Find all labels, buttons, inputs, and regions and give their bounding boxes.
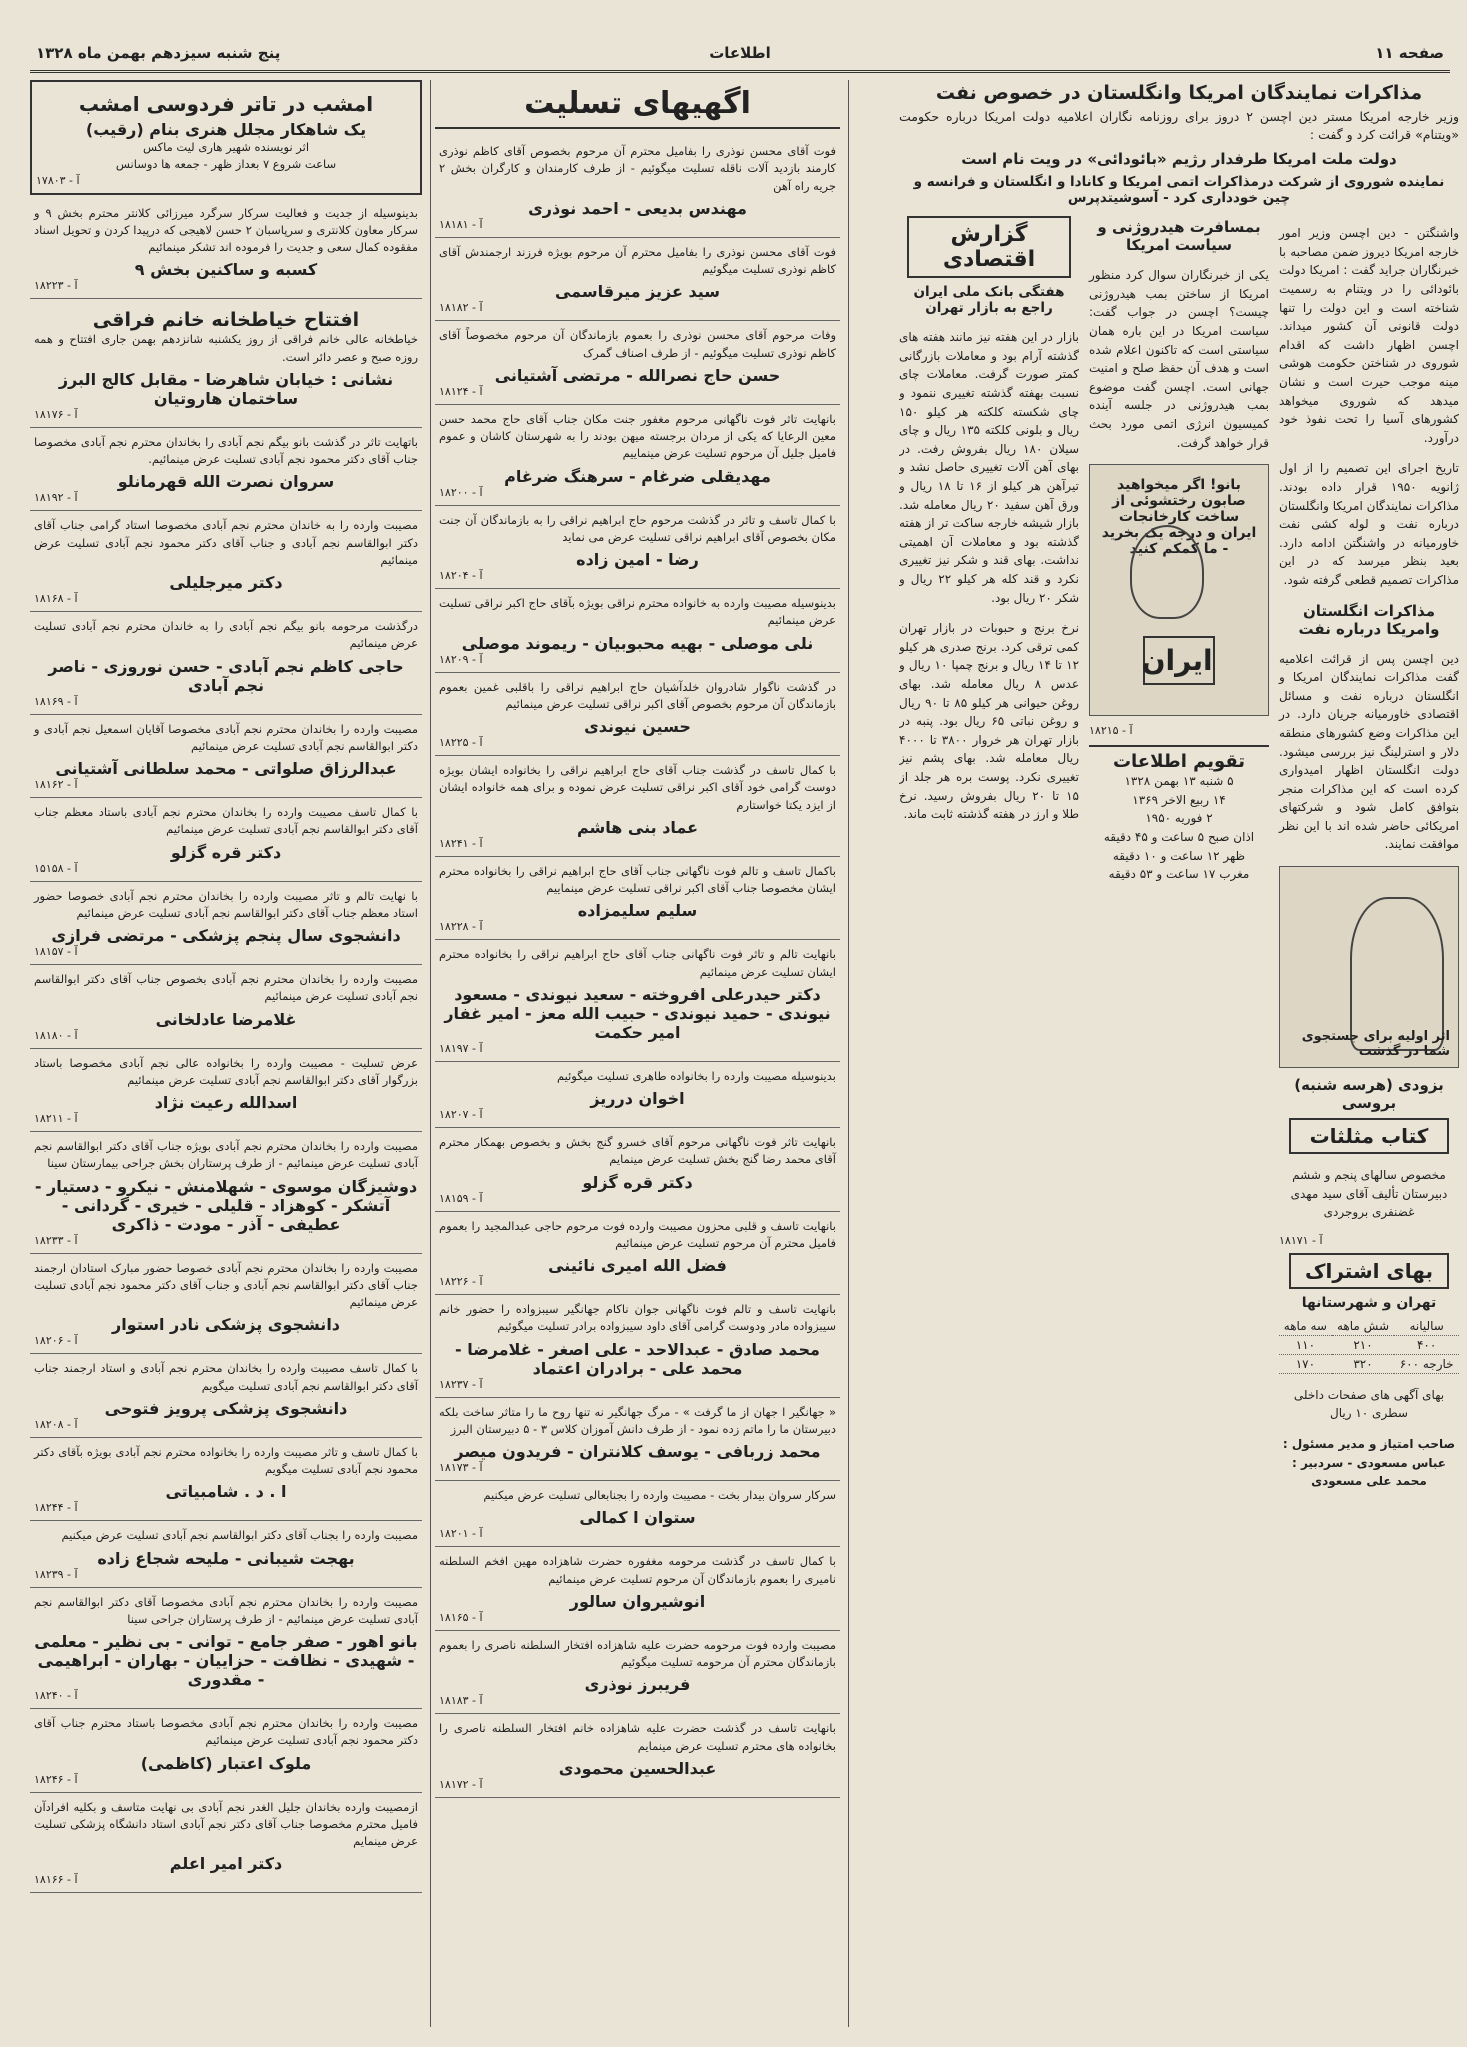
condolence-ad bbox=[435, 857, 840, 941]
ad-text: باکمال تاسف و تالم فوت ناگهانی جناب آقای حاج ابراهیم نراقی را بخانواده محترم ایشان مخصوصا جناب آقای اکبر نراقی تسلیت عرض مینماییم bbox=[439, 863, 836, 895]
ad-text: مصیبت وارده را به خاندان محترم نجم آبادی مخصوصا استاد گرامی جناب آقای دکتر ابوالقاسم نجم آبادی و جناب آقای دکتر محمود نجم آبادی تسلیت عرض مینمائیم bbox=[34, 518, 418, 567]
calendar-line: ۵ شنبه ۱۳ بهمن ۱۳۲۸ bbox=[1124, 774, 1234, 789]
ad-code: آ - ۱۸۱۸۲ bbox=[439, 301, 483, 315]
ad-code: آ - ۱۸۱۹۲ bbox=[34, 491, 78, 505]
tailor-ad bbox=[30, 299, 422, 428]
ads-column bbox=[30, 80, 422, 2027]
ad-text: عرض تسلیت - مصیبت وارده را بخانواده عالی نجم آبادی مخصوصا باستاد بزرگوار آقای دکتر ابوالقاسم نجم آبادی تسلیت عرض مینمائیم bbox=[34, 1055, 418, 1087]
hbomb-title: بمسافرت هیدروژنی و سیاست امریکا bbox=[1097, 218, 1261, 255]
ad-text: مصیبت وارده را بجناب آقای دکتر ابوالقاسم نجم آبادی تسلیت عرض میکنیم bbox=[61, 1528, 418, 1543]
ad-signature: دکتر حیدرعلی افروخته - سعید نیوندی - مسعود نیوندی - حمید نیوندی - حبیب الله معز - امیر غفار امیر حکمت bbox=[444, 984, 831, 1042]
ad-text: سرکار سروان بیدار بخت - مصیبت وارده را بجنابعالی تسلیت عرض میکنیم bbox=[483, 1488, 836, 1502]
theater-ad-line: اثر نویسنده شهیر هاری لیت ماکس bbox=[142, 140, 310, 154]
ad-signature: حاجی کاظم نجم آبادی - حسن نوروزی - ناصر نجم آبادی bbox=[48, 656, 404, 695]
ad-code: آ - ۱۸۱۵۹ bbox=[439, 1191, 483, 1205]
ad-rate-note: بهای آگهی های صفحات داخلی سطری ۱۰ ریال bbox=[1293, 1387, 1445, 1421]
calendar-title: تقویم اطلاعات bbox=[1112, 751, 1246, 773]
ad-text: مصیبت وارده را بخاندان محترم نجم آبادی بخصوص جناب آقای دکتر ابوالقاسم نجم آبادی تسلیت عرض مینمائیم bbox=[34, 972, 418, 1004]
ad-signature: مهندس بدیعی - احمد نوذری bbox=[528, 198, 747, 218]
condolence-ad bbox=[435, 940, 840, 1062]
play-notice: بزودی (هرسه شنبه) بروسی bbox=[1294, 1076, 1444, 1113]
ad-code: آ - ۱۸۲۱۱ bbox=[34, 1112, 78, 1125]
ad-code: آ - ۱۸۲۰۷ bbox=[439, 1108, 483, 1121]
ad-text: با کمال تاسف مصیبت وارده را بخاندان محترم نجم آبادی و استاد ارجمند جناب آقای دکتر ابوالقاسم نجم آبادی تسلیت میگویم bbox=[34, 1361, 418, 1393]
calendar-line: ۱۴ ربیع الاخر ۱۳۶۹ bbox=[1132, 792, 1226, 807]
ad-code: آ - ۱۸۲۰۹ bbox=[439, 652, 483, 666]
condolence-ad bbox=[30, 1793, 422, 1894]
condolence-ad bbox=[30, 1709, 422, 1793]
condolence-ad bbox=[435, 756, 840, 857]
subheadline-2: نماینده شوروی از شرکت درمذاکرات اتمی امریکا و کانادا و انگلستان و فرانسه و چین خودداری کرد - آسوشیتدپرس bbox=[913, 174, 1445, 207]
ad-text: بدینوسیله مصیبت وارده به خانواده محترم نراقی بویژه بآقای حاج اکبر نراقی تسلیت عرض مینمائیم bbox=[439, 596, 836, 628]
ad-code: آ - ۱۸۱۶۸ bbox=[34, 592, 78, 605]
condolence-ad bbox=[30, 1254, 422, 1355]
ad-signature: حسین نیوندی bbox=[584, 717, 691, 736]
condolence-ad bbox=[30, 882, 422, 966]
news-subcol-right bbox=[1279, 212, 1459, 1503]
ad-signature: حسن حاج نصرالله - مرتضی آشتیانی bbox=[494, 365, 781, 385]
condolence-ad bbox=[435, 137, 840, 238]
condolence-ad bbox=[435, 506, 840, 590]
ad-signature: فریبرز نوذری bbox=[584, 1675, 691, 1695]
ad-text: بدینوسیله مصیبت وارده را بخانواده طاهری تسلیت میگوئیم bbox=[556, 1068, 836, 1083]
condolence-ad bbox=[435, 1714, 840, 1798]
book-ad-code: آ - ۱۸۱۷۱ bbox=[1279, 1233, 1323, 1247]
table-cell: ۳۲۰ bbox=[1332, 1354, 1395, 1373]
ad-signature: عبدالرزاق صلواتی - محمد سلطانی آشتیانی bbox=[55, 759, 397, 778]
ad-signature: دانشجوی پزشکی نادر استوار bbox=[111, 1315, 341, 1335]
news-body-left: تاریخ اجرای این تصمیم را از اول ژانویه ۱۹۵۰ قرار داده بودند. مذاکرات نمایندگان امریکا وانگلستان درباره نفت و لوله کشی نفت خاورمیانه در واشنگتن ادامه دارد. بعید بنظر میرسد که در این مذاکرات تصمیم قطعی گرفته شود. bbox=[1279, 461, 1459, 587]
ad-code: آ - ۱۸۲۰۴ bbox=[439, 569, 483, 582]
econ-subcol bbox=[899, 212, 1079, 1503]
table-cell: ۴۰۰ bbox=[1394, 1335, 1459, 1354]
ad-text: فوت آقای محسن نوذری را بفامیل محترم آن مرحوم بویژه فرزند ارجمندش آقای کاظم نوذری تسلیت میگوئیم bbox=[439, 244, 836, 276]
page-number: صفحه ۱۱ bbox=[1375, 44, 1444, 62]
table-cell: ۲۱۰ bbox=[1332, 1335, 1395, 1354]
news-body-right: واشنگتن - دین اچسن وزیر امور خارجه امریکا دیروز ضمن مصاحبه با خبرنگاران جراید گفت : امریکا دولت بائودائی را در ویتنام به رسمیت شناخته است و این دولت را تنها دولت قانونی آن کشور میداند. اچسن اظهار داشت که اقدام شوروی در شناختن حکومت هوشی مینه موجب حیرت است و نشان میدهد که شوروی میخواهد کشورهای آسیا را تحت نفوذ خود درآورد. bbox=[1279, 226, 1459, 445]
ad-signature: ا . د . شامبیاتی bbox=[165, 1482, 287, 1502]
thanks-ad-code: آ - ۱۸۲۲۳ bbox=[34, 279, 78, 293]
ad-signature: ملوک اعتبار (کاظمی) bbox=[140, 1753, 312, 1773]
ad-text: « جهانگیر ا جهان از ما گرفت » - مرگ جهانگیر نه تنها روح ما را متاثر ساخت بلکه دبیرستان ما را ماتم زده نمود - از طرف دانش آموزان کلاس ۳ - ۵ دبیرستان البرز bbox=[439, 1404, 836, 1436]
soap-brand: ایران bbox=[1143, 636, 1214, 685]
condolence-ad bbox=[30, 1438, 422, 1522]
table-row bbox=[1279, 1335, 1459, 1354]
ad-code: آ - ۱۸۲۰۰ bbox=[439, 485, 483, 499]
ad-text: با کمال تاسف و تاثر در گذشت مرحوم حاج ابراهیم نراقی را به بازماندگان آن جنت مکان بخصوص آقای ابراهیم نراقی تسلیت عرض می نماید bbox=[439, 512, 836, 544]
ad-code: آ - ۱۸۲۴۱ bbox=[439, 836, 483, 850]
table-cell: سالیانه bbox=[1394, 1317, 1459, 1336]
ad-signature: عبدالحسین محمودی bbox=[558, 1758, 717, 1778]
ad-code: آ - ۱۸۲۰۸ bbox=[34, 1417, 78, 1431]
ad-signature: اخوان درریز bbox=[590, 1089, 685, 1108]
ad-code: آ - ۱۸۲۳۹ bbox=[34, 1567, 78, 1581]
calendar-line: ۲ فوریه ۱۹۵۰ bbox=[1145, 811, 1213, 826]
ad-code: آ - ۱۸۱۵۷ bbox=[34, 945, 78, 958]
table-row bbox=[1279, 1354, 1459, 1373]
ad-text: ازمصیبت وارده بخاندان جلیل الغدر نجم آبادی بی نهایت متاسف و بکلیه افرادآن فامیل محترم مخصوصا جناب آقای دکتر نجم آبادی استاد دانشگاه پزشکی تسلیت عرض مینمایم bbox=[34, 1799, 418, 1848]
ad-signature: بانو اهور - صفر جامع - توانی - بی نظیر - معلمی - شهیدی - نظافت - حزاییان - بهاران - ابراهیمی - مقدوری bbox=[34, 1632, 418, 1689]
col1-condolence-ads bbox=[30, 428, 422, 1894]
condolence-ad bbox=[30, 1588, 422, 1710]
ad-text: با کمال تاسف و تاثر مصیبت وارده را بخانواده محترم نجم آبادی بویژه بآقای دکتر محمود نجم آبادی تسلیت میگویم bbox=[34, 1444, 418, 1476]
thanks-ad-signature: کسبه و ساکنین بخش ۹ bbox=[134, 260, 318, 280]
figure-illustration-icon bbox=[1350, 897, 1444, 1051]
subscription-subtitle: تهران و شهرستانها bbox=[1301, 1294, 1437, 1311]
calendar-line: اذان صبح ۵ ساعت و ۴۵ دقیقه bbox=[1103, 829, 1255, 844]
condolence-ad bbox=[435, 1631, 840, 1715]
soap-ad bbox=[1089, 464, 1269, 716]
ad-signature: عماد بنی هاشم bbox=[576, 817, 699, 837]
owner-line: صاحب امتیاز و مدیر مسئول : عباس مسعودی - سردبیر : محمد علی مسعودی bbox=[1282, 1437, 1456, 1489]
ad-code: آ - ۱۸۲۰۶ bbox=[34, 1334, 78, 1348]
thanks-ad bbox=[30, 199, 422, 300]
page-header bbox=[30, 40, 1450, 73]
theater-ad-title: یک شاهکار مجلل هنری بنام (رقیب) bbox=[85, 120, 367, 139]
ad-signature: مهدیقلی ضرغام - سرهنگ ضرغام bbox=[504, 466, 771, 486]
ad-code: آ - ۱۸۱۲۴ bbox=[439, 384, 483, 398]
ad-code: آ - ۱۸۲۲۵ bbox=[439, 736, 483, 749]
ad-signature: بهجت شیبانی - ملیحه شجاع زاده bbox=[97, 1548, 355, 1568]
ad-text: بانهایت تاسف و تالم فوت ناگهانی جوان ناکام جهانگیر سیبزواده را حضور خانم سیبزواده مادر ودوست گرامی آقای داود سیبزواده برادر تسلیت میگوئیم bbox=[439, 1302, 836, 1334]
ad-signature: فضل الله امیری نائینی bbox=[548, 1256, 727, 1275]
ad-signature: انوشیروان سالور bbox=[569, 1591, 706, 1611]
ad-code: آ - ۱۸۲۲۶ bbox=[439, 1275, 483, 1288]
calendar-line: مغرب ۱۷ ساعت و ۵۳ دقیقه bbox=[1108, 867, 1250, 882]
ad-text: بانهایت تاثر فوت ناگهانی مرحوم مغفور جنت مکان جناب آقای حاج محمد حسن معین الرعایا که یکی از مردان برجسته میهن بودند را به شهرستان کاشان و عموم فامیل جلیل آن مرحوم تسلیت عرض مینماییم bbox=[439, 411, 836, 461]
condolence-ad bbox=[30, 715, 422, 799]
ad-signature: دکتر میرجلیلی bbox=[169, 573, 283, 592]
condolence-ad bbox=[30, 1049, 422, 1133]
condolence-ad bbox=[30, 1132, 422, 1254]
econ-title: گزارش اقتصادی bbox=[907, 216, 1071, 278]
ad-signature: دانشجوی سال پنجم پزشکی - مرتضی فرازی bbox=[51, 926, 401, 945]
ad-text: مصیبت وارده را بخاندان محترم نجم آبادی خصوصا حضور مبارک استادان ارجمند جناب آقای دکتر ابوالقاسم نجم آبادی و جناب آقای دکتر محمود نجم آبادی تسلیت عرض مینمائیم bbox=[34, 1260, 418, 1309]
ad-text: بانهایت تاثر فوت ناگهانی مرحوم آقای خسرو گنج بخش و بخصوص بهمکار محترم آقای محمد رضا گنج بخش تسلیت عرض مینمایم bbox=[439, 1135, 836, 1167]
ad-text: با کمال تاسف در گذشت جناب آقای حاج ابراهیم نراقی را بخانواده ایشان بویژه دوست گرامی خود آقای اکبر نراقی تسلیت عرض نموده و برای همه خانواده ایشان از ایزد یکتا خواستارم bbox=[439, 763, 836, 812]
ad-text: مصیبت وارده را بخاندان محترم نجم آبادی مخصوصا باستاد محترم جناب آقای دکتر محمود نجم آبادی تسلیت عرض مینمائیم bbox=[34, 1716, 418, 1748]
theater-ad-head: امشب در تاتر فردوسی امشب bbox=[78, 92, 374, 116]
ad-text: با کمال تاسف در گذشت مرحومه مغفوره حضرت شاهزاده مهین افخم السلطنه نامیری را بعموم بازماندگان آن مرحوم تسلیت عرض مینمائیم bbox=[439, 1554, 836, 1586]
subscription-title: بهای اشتراک bbox=[1289, 1253, 1449, 1289]
newspaper-name: اطلاعات bbox=[709, 44, 771, 62]
ad-text: بانهایت تاسف در گذشت حضرت علیه شاهزاده خانم افتخار السلطنه ناصری را بخانواده های محترم تسلیت عرض مینمایم bbox=[439, 1721, 836, 1753]
ad-code: آ - ۱۸۲۳۷ bbox=[439, 1377, 483, 1391]
ad-code: آ - ۱۸۱۸۰ bbox=[34, 1028, 78, 1042]
condolence-ad bbox=[435, 1481, 840, 1547]
condolence-column bbox=[435, 80, 840, 2027]
ad-signature: سلیم سلیمزاده bbox=[577, 901, 698, 921]
ad-text: وفات مرحوم آقای محسن نوذری را بعموم بازماندگان آن مرحوم مخصوصاً آقای کاظم نوذری تسلیت میگوئیم - از طرف اصناف گمرک bbox=[439, 328, 836, 360]
ad-text: بانهایت تالم و تاثر فوت ناگهانی جناب آقای حاج ابراهیم نراقی را بخانواده محترم ایشان تسلیت عرض مینمائیم bbox=[439, 947, 836, 979]
ad-signature: سید عزیز میرقاسمی bbox=[554, 282, 720, 302]
calendar-line: ظهر ۱۲ ساعت و ۱۰ دقیقه bbox=[1112, 848, 1246, 863]
condolence-ad bbox=[435, 1062, 840, 1128]
ad-text: درگذشت مرحومه بانو بیگم نجم آبادی را به خاندان محترم نجم آبادی تسلیت عرض مینمائیم bbox=[34, 619, 418, 651]
news-subcol-mid bbox=[1089, 212, 1269, 1503]
ad-text: مصیبت وارده فوت مرحومه حضرت علیه شاهزاده افتخار السلطنه ناصری را بعموم بازماندگان محترم آن مرحومه تسلیت میگوئیم bbox=[439, 1637, 836, 1669]
ad-signature: دانشجوی پزشکی پرویز فتوحی bbox=[104, 1398, 348, 1418]
table-cell: شش ماهه bbox=[1332, 1317, 1395, 1336]
condolence-ad bbox=[30, 1354, 422, 1438]
ad-signature: دوشیزگان موسوی - شهلامنش - نیکرو - دستیار - آتشکر - کوهزاد - قلیلی - خیری - گردانی - عطیفی - آذر - مودت - ذاکری bbox=[34, 1176, 418, 1234]
ad-signature: اسدالله رعیت نژاد bbox=[154, 1093, 298, 1112]
econ-subtitle: هفتگی بانک ملی ایران راجع به بازار تهران bbox=[913, 284, 1065, 317]
ad-signature: غلامرضا عادلخانی bbox=[155, 1009, 297, 1029]
woman-illustration-icon bbox=[1130, 525, 1204, 619]
ad-code: آ - ۱۸۲۴۰ bbox=[34, 1689, 78, 1702]
ad-code: آ - ۱۸۲۰۱ bbox=[439, 1527, 483, 1541]
ad-signature: رضا - امین زاده bbox=[576, 550, 699, 569]
condolence-ads bbox=[435, 137, 840, 1798]
soap-ad-code: آ - ۱۸۲۱۵ bbox=[1089, 724, 1133, 738]
condolence-ad bbox=[435, 1547, 840, 1631]
ad-code: آ - ۱۸۲۳۳ bbox=[34, 1233, 78, 1247]
ad-text: بانهایت تاسف و قلبی محزون مصیبت وارده فوت مرحوم حاجی عبدالمجید را بعموم فامیل محترم آن مرحوم تسلیت عرض مینمائیم bbox=[439, 1218, 836, 1250]
calendar-box bbox=[1089, 745, 1269, 884]
theater-ad-code: آ - ۱۷۸۰۳ bbox=[36, 173, 80, 187]
table-cell: خارجه ۶۰۰ bbox=[1394, 1354, 1459, 1373]
ad-text: باتهایت تاثر در گذشت بانو بیگم نجم آبادی را بخاندان محترم نجم آبادی مخصوصا جناب آقای دکتر محمود نجم آبادی تسلیت عرض مینمائیم. bbox=[34, 434, 418, 466]
condolence-ad bbox=[435, 1128, 840, 1212]
ad-signature: ستوان ا کمالی bbox=[579, 1508, 696, 1528]
condolence-ad bbox=[435, 238, 840, 322]
ad-code: آ - ۱۸۱۹۷ bbox=[439, 1041, 483, 1055]
hbomb-body: یکی از خبرنگاران سوال کرد منظور امریکا از ساختن بمب هیدروژنی چیست؟ اچسن در جواب گفت: سیاست امریکا در این باره همان سیاستی است که تاکنون اعلام شده است و هدف آن حفظ صلح و امنیت جهانی است. اچسن گفت موضوع بمب هیدروژنی در جلسه آینده کمیسیون انرژی اتمی مورد بحث قرار خواهد گرفت. bbox=[1089, 268, 1269, 450]
lead-paragraph: وزیر خارجه امریکا مستر دین اچسن ۲ دروز برای روزنامه نگاران اعلامیه دولت امریکا درباره حکومت «ویتنام» قرائت کرد و گفت : bbox=[899, 109, 1459, 143]
econ-body: بازار در این هفته نیز مانند هفته های گذشته آرام بود و معاملات بازرگانی کمتر صورت گرفت. معاملات چای نسبت بهفته گذشته تغییری ننمود و چای شکسته کلکته هر کیلو ۱۵۰ ریال و بلونی کلکته ۱۳۵ ریال و چای سیلان ۱۸۰ ریال بفروش رفت. در بهای آهن آلات تغییری حاصل نشد و تیرآهن هر کیلو از ۱۶ تا ۱۸ ریال و ورق آهن سفید ۲۰ ریال معامله شد. بازار شیشه خارجه ساکت تر از هفته گذشته بود و معاملات آن اهمیتی نداشت. بهای قند و شکر نیز تغییری نکرد و قند کله هر کیلو ۲۲ ریال و شکر ۲۰ ریال بود. bbox=[899, 330, 1080, 605]
condolence-ad bbox=[30, 428, 422, 512]
ad-code: آ - ۱۸۱۸۱ bbox=[439, 217, 483, 231]
book-ad-text: مخصوص سالهای پنجم و ششم دبیرستان تألیف آقای سید مهدی غضنفری بروجردی bbox=[1290, 1168, 1448, 1220]
right-subhead: مذاکرات انگلستان وامریکا درباره نفت bbox=[1298, 601, 1440, 638]
table-cell: سه ماهه bbox=[1279, 1317, 1332, 1336]
ad-code: آ - ۱۸۱۶۹ bbox=[34, 694, 78, 708]
ad-text: با نهایت تالم و تاثر مصیبت وارده را بخاندان محترم نجم آبادی خصوصا حضور استاد معظم جناب آقای دکتر ابوالقاسم نجم آبادی تسلیت عرض مینمائیم bbox=[34, 888, 418, 920]
ad-text: با کمال تاسف مصیبت وارده را بخاندان محترم نجم آبادی باستاد معظم جناب آقای دکتر ابوالقاسم نجم آبادی تسلیت عرض مینمائیم bbox=[34, 805, 418, 837]
ad-text: مصیبت وارده را بخاندان محترم نجم آبادی مخصوصا آقای دکتر ابوالقاسم نجم آبادی تسلیت عرض مینمائیم - از طرف پرستاران جراحی سینا bbox=[34, 1594, 418, 1626]
tailor-ad-title: افتتاح خیاطخانه خانم فراقی bbox=[92, 309, 360, 332]
ad-signature: نلی موصلی - بهیه محبوبیان - ریموند موصلی bbox=[461, 633, 814, 653]
ad-code: آ - ۱۸۲۴۶ bbox=[34, 1772, 78, 1786]
column-divider bbox=[848, 80, 849, 2027]
ad-code: آ - ۱۸۱۶۶ bbox=[34, 1873, 78, 1887]
ad-text: فوت آقای محسن نوذری را بفامیل محترم آن مرحوم بخصوص آقای کاظم نوذری کارمند بازدید آلات ناقله تسلیت میگوئیم - از طرف کارمندان و کارگران بخش ۲ جریه راه آهن bbox=[439, 144, 836, 193]
ad-code: آ - ۱۸۱۷۳ bbox=[439, 1461, 483, 1474]
condolence-ad bbox=[435, 1398, 840, 1482]
ad-signature: سروان نصرت الله قهرمانلو bbox=[117, 472, 335, 492]
tailor-ad-text: خیاطخانه عالی خانم فراقی از روز یکشنبه شانزدهم بهمن جاری افتتاح و همه روزه صبح و عصر دائر است. bbox=[34, 332, 418, 364]
tailor-ad-address: نشانی : خیابان شاهرضا - مقابل کالج البرز ساختمان هاروتیان bbox=[58, 369, 394, 408]
table-cell: ۱۱۰ bbox=[1279, 1335, 1332, 1354]
condolence-ad bbox=[435, 1295, 840, 1398]
ad-text: مصیبت وارده را بخاندان محترم نجم آبادی مخصوصا آقایان اسمعیل نجم آبادی و دکتر ابوالقاسم نجم آبادی تسلیت عرض مینمائیم bbox=[34, 721, 418, 753]
ad-code: آ - ۱۸۲۴۴ bbox=[34, 1501, 78, 1515]
condolence-ad bbox=[30, 965, 422, 1049]
ad-signature: محمد زربافی - یوسف کلانتران - فریدون میصر bbox=[454, 1442, 821, 1461]
condolence-ad bbox=[30, 511, 422, 612]
main-headline: مذاکرات نمایندگان امریکا وانگلستان در خصوص نفت bbox=[935, 82, 1423, 104]
table-row bbox=[1279, 1317, 1459, 1336]
book-ad-title: کتاب مثلثات bbox=[1289, 1118, 1449, 1154]
news-subcolumns bbox=[899, 212, 1459, 1503]
condolence-ad bbox=[435, 321, 840, 405]
condolence-ad bbox=[435, 673, 840, 757]
thanks-ad-text: بدینوسیله از جدیت و فعالیت سرکار سرگرد میرزائی کلانتر محترم بخش ۹ و سرکار معاون کلانتری و سرپاسبان ۲ حسن لاهیجی که درپیدا کردن و تحویل اسناد مفقوده کمال سعی و جدیت را فرموده اند تشکر مینمائیم bbox=[34, 205, 418, 254]
condolence-ad bbox=[30, 798, 422, 882]
column-divider bbox=[430, 80, 431, 2027]
subheadline-1: دولت ملت امریکا طرفدار رژیم «بائودائی» در ویت نام است bbox=[961, 150, 1397, 169]
ad-code: آ - ۱۸۲۲۸ bbox=[439, 920, 483, 934]
ad-signature: محمد صادق - عبدالاحد - علی اصغر - غلامرضا - محمد علی - برادران اعتماد bbox=[455, 1339, 820, 1378]
condolence-title: اگهیهای تسلیت bbox=[435, 80, 840, 129]
condolence-ad bbox=[435, 1212, 840, 1296]
ad-text: مصیبت وارده را بخاندان محترم نجم آبادی بویژه جناب آقای دکتر ابوالقاسم نجم آبادی تسلیت عرض مینمائیم - از طرف پرستاران بخش جراحی بیمارستان سینا bbox=[34, 1139, 418, 1171]
subscription-table bbox=[1279, 1317, 1459, 1374]
ad-code: آ - ۱۸۱۶۵ bbox=[439, 1610, 483, 1624]
condolence-ad bbox=[435, 589, 840, 673]
news-column bbox=[899, 80, 1459, 2027]
soap-ad-text: بانو! اگر میخواهید صابون رختشوئی از ساخت کارخانجات ایران و درجه یک بخرید - ما کمکم کنید bbox=[1101, 477, 1257, 558]
condolence-ad bbox=[30, 1521, 422, 1587]
ad-signature: دکتر امیر اعلم bbox=[169, 1854, 283, 1874]
tailor-ad-code: آ - ۱۸۱۷۶ bbox=[34, 407, 78, 421]
theater-ad bbox=[30, 80, 422, 195]
ad-signature: دکتر قره گزلو bbox=[582, 1172, 693, 1192]
ad-code: آ - ۱۸۱۶۲ bbox=[34, 778, 78, 791]
econ-body-2: نرخ برنج و حبوبات در بازار تهران کمی ترقی کرد. برنج صدری هر کیلو ۱۲ تا ۱۴ ریال و برنج چمپا ۱۰ ریال و عدس ۸ ریال معامله شد. بهای روغن حیوانی هر کیلو ۸۵ تا ۹۰ ریال و روغن نباتی ۶۵ ریال بود. پنبه در بازار تهران هر خروار ۳۸۰۰ تا ۴۰۰۰ ریال معامله شد. بهای پشم نیز تغییری نکرد. پوست بره هر جلد از ۱۵ تا ۲۰ ریال بفروش رسید. نرخ طلا و ارز در هفته گذشته ثابت ماند. bbox=[899, 621, 1080, 822]
side-ads bbox=[1279, 1118, 1459, 1491]
condolence-ad bbox=[30, 612, 422, 715]
issue-date: پنج شنبه سیزدهم بهمن ماه ۱۳۲۸ bbox=[36, 44, 281, 62]
ad-text: در گذشت ناگوار شادروان خلدآشیان حاج ابراهیم نراقی را باقلبی غمین بعموم بازماندگان آن مرحوم بخصوص آقای اکبر نراقی تسلیت عرض مینمائیم bbox=[439, 679, 836, 711]
ad-code: آ - ۱۸۱۷۲ bbox=[439, 1777, 483, 1791]
condolence-ad bbox=[435, 405, 840, 506]
cartoon-caption: اثر اولیه برای جستجوی شما در گذشت bbox=[1301, 1029, 1450, 1060]
table-cell: ۱۷۰ bbox=[1279, 1354, 1332, 1373]
ad-code: آ - ۱۸۱۸۳ bbox=[439, 1694, 483, 1708]
cartoon-ad bbox=[1279, 866, 1459, 1068]
theater-ad-time: ساعت شروع ۷ بعداز ظهر - جمعه ها دوسانس bbox=[115, 157, 337, 172]
ad-code: آ - ۱۵۱۵۸ bbox=[34, 861, 78, 875]
ad-signature: دکتر قره گزلو bbox=[170, 842, 282, 862]
right-body: دین اچسن پس از قرائت اعلامیه گفت مذاکرات نمایندگان امریکا و انگلستان درباره نفت و مسائل اقتصادی خاورمیانه جریان دارد. در این مذاکرات وضع کشورهای منطقه دلار و استرلینگ نیز بررسی میشود. دولت انگلستان اظهار امیدواری کرده است که این مذاکرات منجر بتوافق کامل شود و شرکتهای امریکائی حاضر شده اند با این نظر موافقت نمایند. bbox=[1279, 651, 1459, 852]
